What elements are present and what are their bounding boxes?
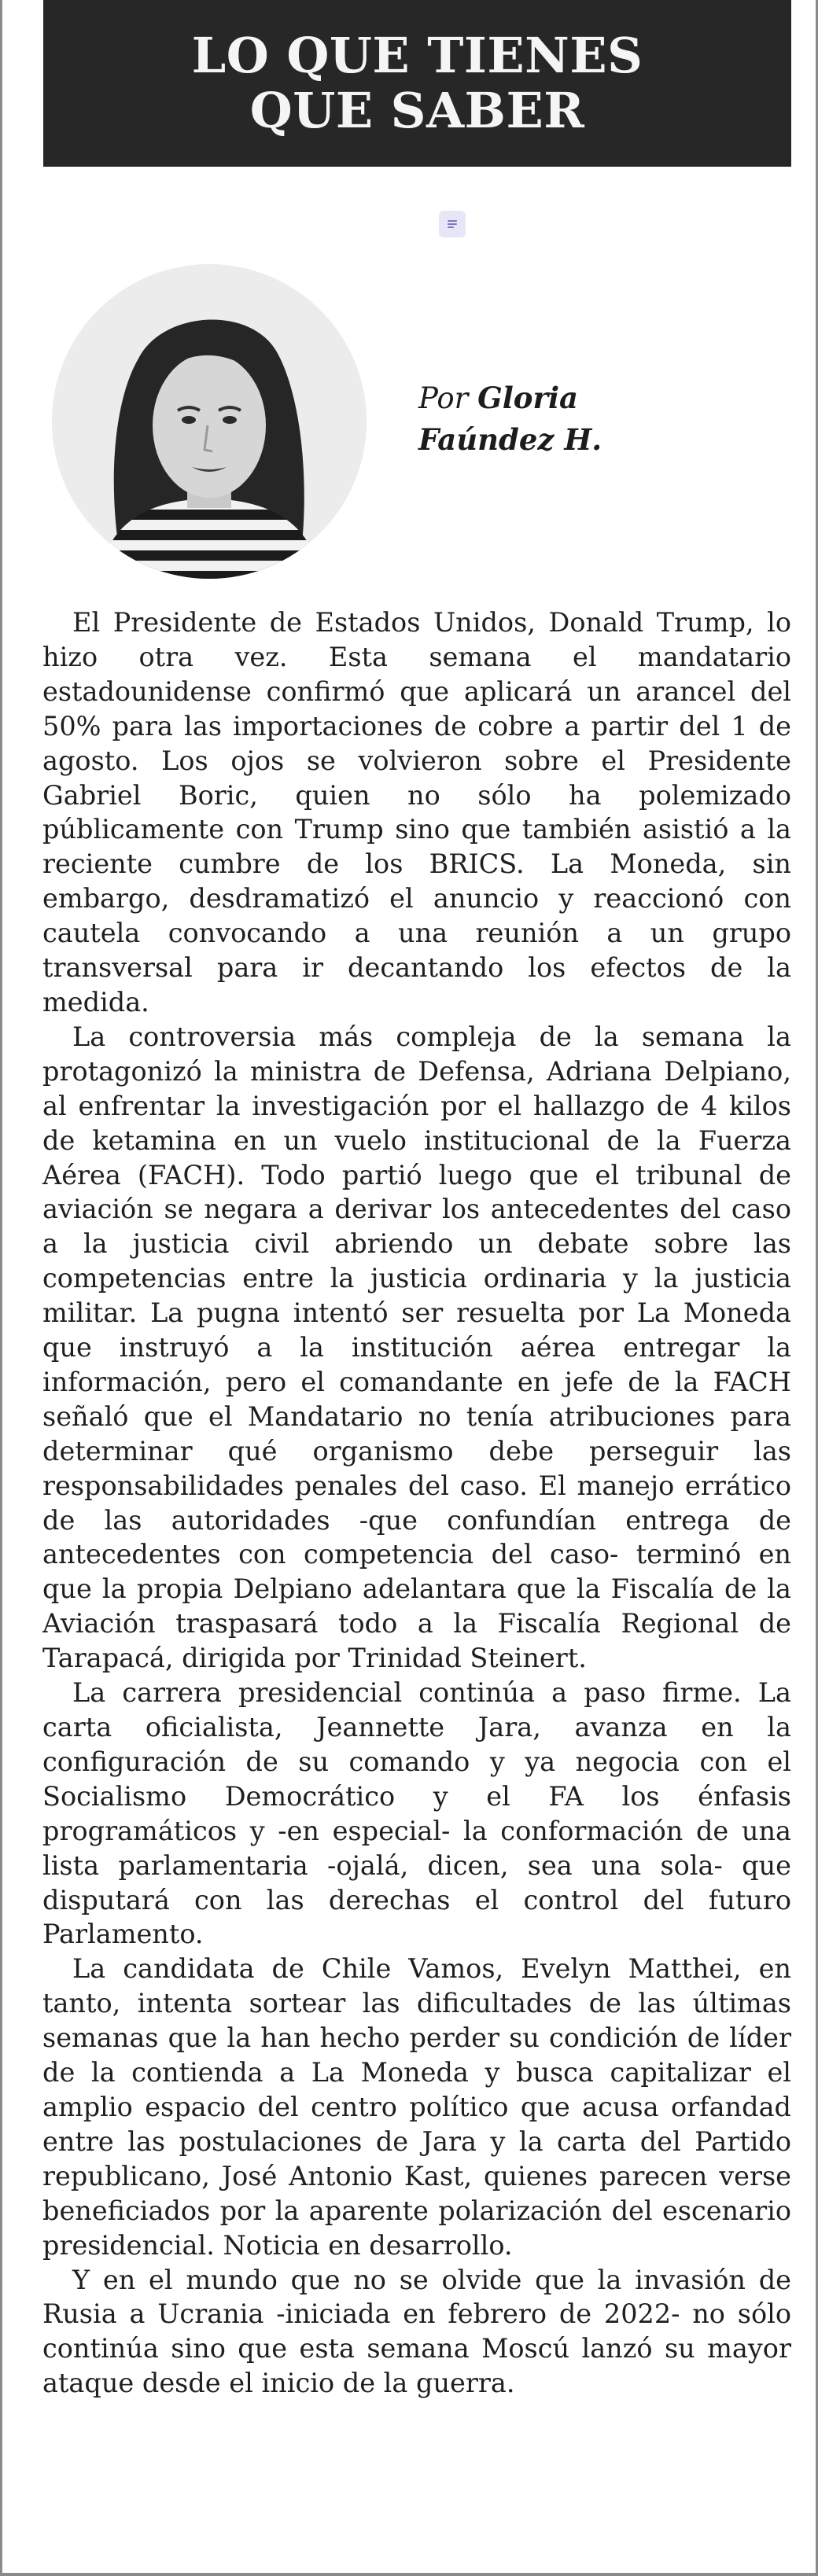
- page-border-left: [0, 0, 2, 2576]
- document-lines-icon: [445, 217, 459, 231]
- author-byline: [418, 377, 749, 461]
- byline-prefix: Por: [418, 381, 469, 415]
- page-border-bottom: [0, 2573, 818, 2576]
- section-title-line-1: LO QUE TIENES: [191, 27, 643, 84]
- document-icon[interactable]: [439, 211, 466, 237]
- article-paragraph-3: La carrera presidencial continúa a paso firme. La carta oficialista, Jeannette Jara, avanza en la configuración de su comando y ya negocia con el Socialismo Democrático y el FA los énfasis programáticos y -en especial- la conformación de una lista parlamentaria -ojalá, dicen, sea una sola- que disputará con las derechas el control del futuro Parlamento.: [42, 1677, 791, 1950]
- article-paragraph-4: La candidata de Chile Vamos, Evelyn Matthei, en tanto, intenta sortear las dificultades de las últimas semanas que la han hecho perder su condición de líder de la contienda a La Moneda y busca capitalizar el amplio espacio del centro político que acusa orfandad entre las postulaciones de Jara y la carta del Partido republicano, José Antonio Kast, quienes parecen verse beneficiados por la aparente polarización del escenario presidencial. Noticia en desarrollo.: [42, 1953, 791, 2261]
- section-title-line-2: QUE SABER: [249, 82, 585, 139]
- portrait-illustration: [52, 264, 367, 579]
- author-first-name: Gloria: [477, 381, 578, 415]
- article-paragraph-5: Y en el mundo que no se olvide que la invasión de Rusia a Ucrania -iniciada en febrero de 2022- no sólo continúa sino que esta semana Moscú lanzó su mayor ataque desde el inicio de la guerra.: [42, 2264, 791, 2399]
- author-last-name: Faúndez H.: [418, 422, 602, 457]
- article-paragraph-2: La controversia más compleja de la semana la protagonizó la ministra de Defensa, Adriana Delpiano, al enfrentar la investigación por el hallazgo de 4 kilos de ketamina en un vuelo institucional de la Fuerza Aérea (FACH). Todo partió luego que el tribunal de aviación se negara a derivar los antecedentes del caso a la justicia civil abriendo un debate sobre las competencias entre la justicia ordinaria y la justicia militar. La pugna intentó ser resuelta por La Moneda que instruyó a la institución aérea entregar la información, pero el comandante en jefe de la FACH señaló que el Mandatario no tenía atribuciones para determinar qué organismo debe perseguir las responsabilidades penales del caso. El manejo errático de las autoridades -que confundían entrega de antecedentes con competencia del caso- terminó en que la propia Delpiano adelantara que la Fiscalía de la Aviación traspasará todo a la Fiscalía Regional de Tarapacá, dirigida por Trinidad Steinert.: [42, 1021, 791, 1674]
- article-paragraph-1: El Presidente de Estados Unidos, Donald Trump, lo hizo otra vez. Esta semana el mandatario estadounidense confirmó que aplicará un arancel del 50% para las importaciones de cobre a partir del 1 de agosto. Los ojos se volvieron sobre el Presidente Gabriel Boric, quien no sólo ha polemizado públicamente con Trump sino que también asistió a la reciente cumbre de los BRICS. La Moneda, sin embargo, desdramatizó el anuncio y reaccionó con cautela convocando a una reunión a un grupo transversal para ir decantando los efectos de la medida.: [42, 607, 791, 1018]
- author-portrait: [52, 264, 367, 579]
- article-body: [42, 605, 791, 2401]
- section-header: [43, 0, 791, 167]
